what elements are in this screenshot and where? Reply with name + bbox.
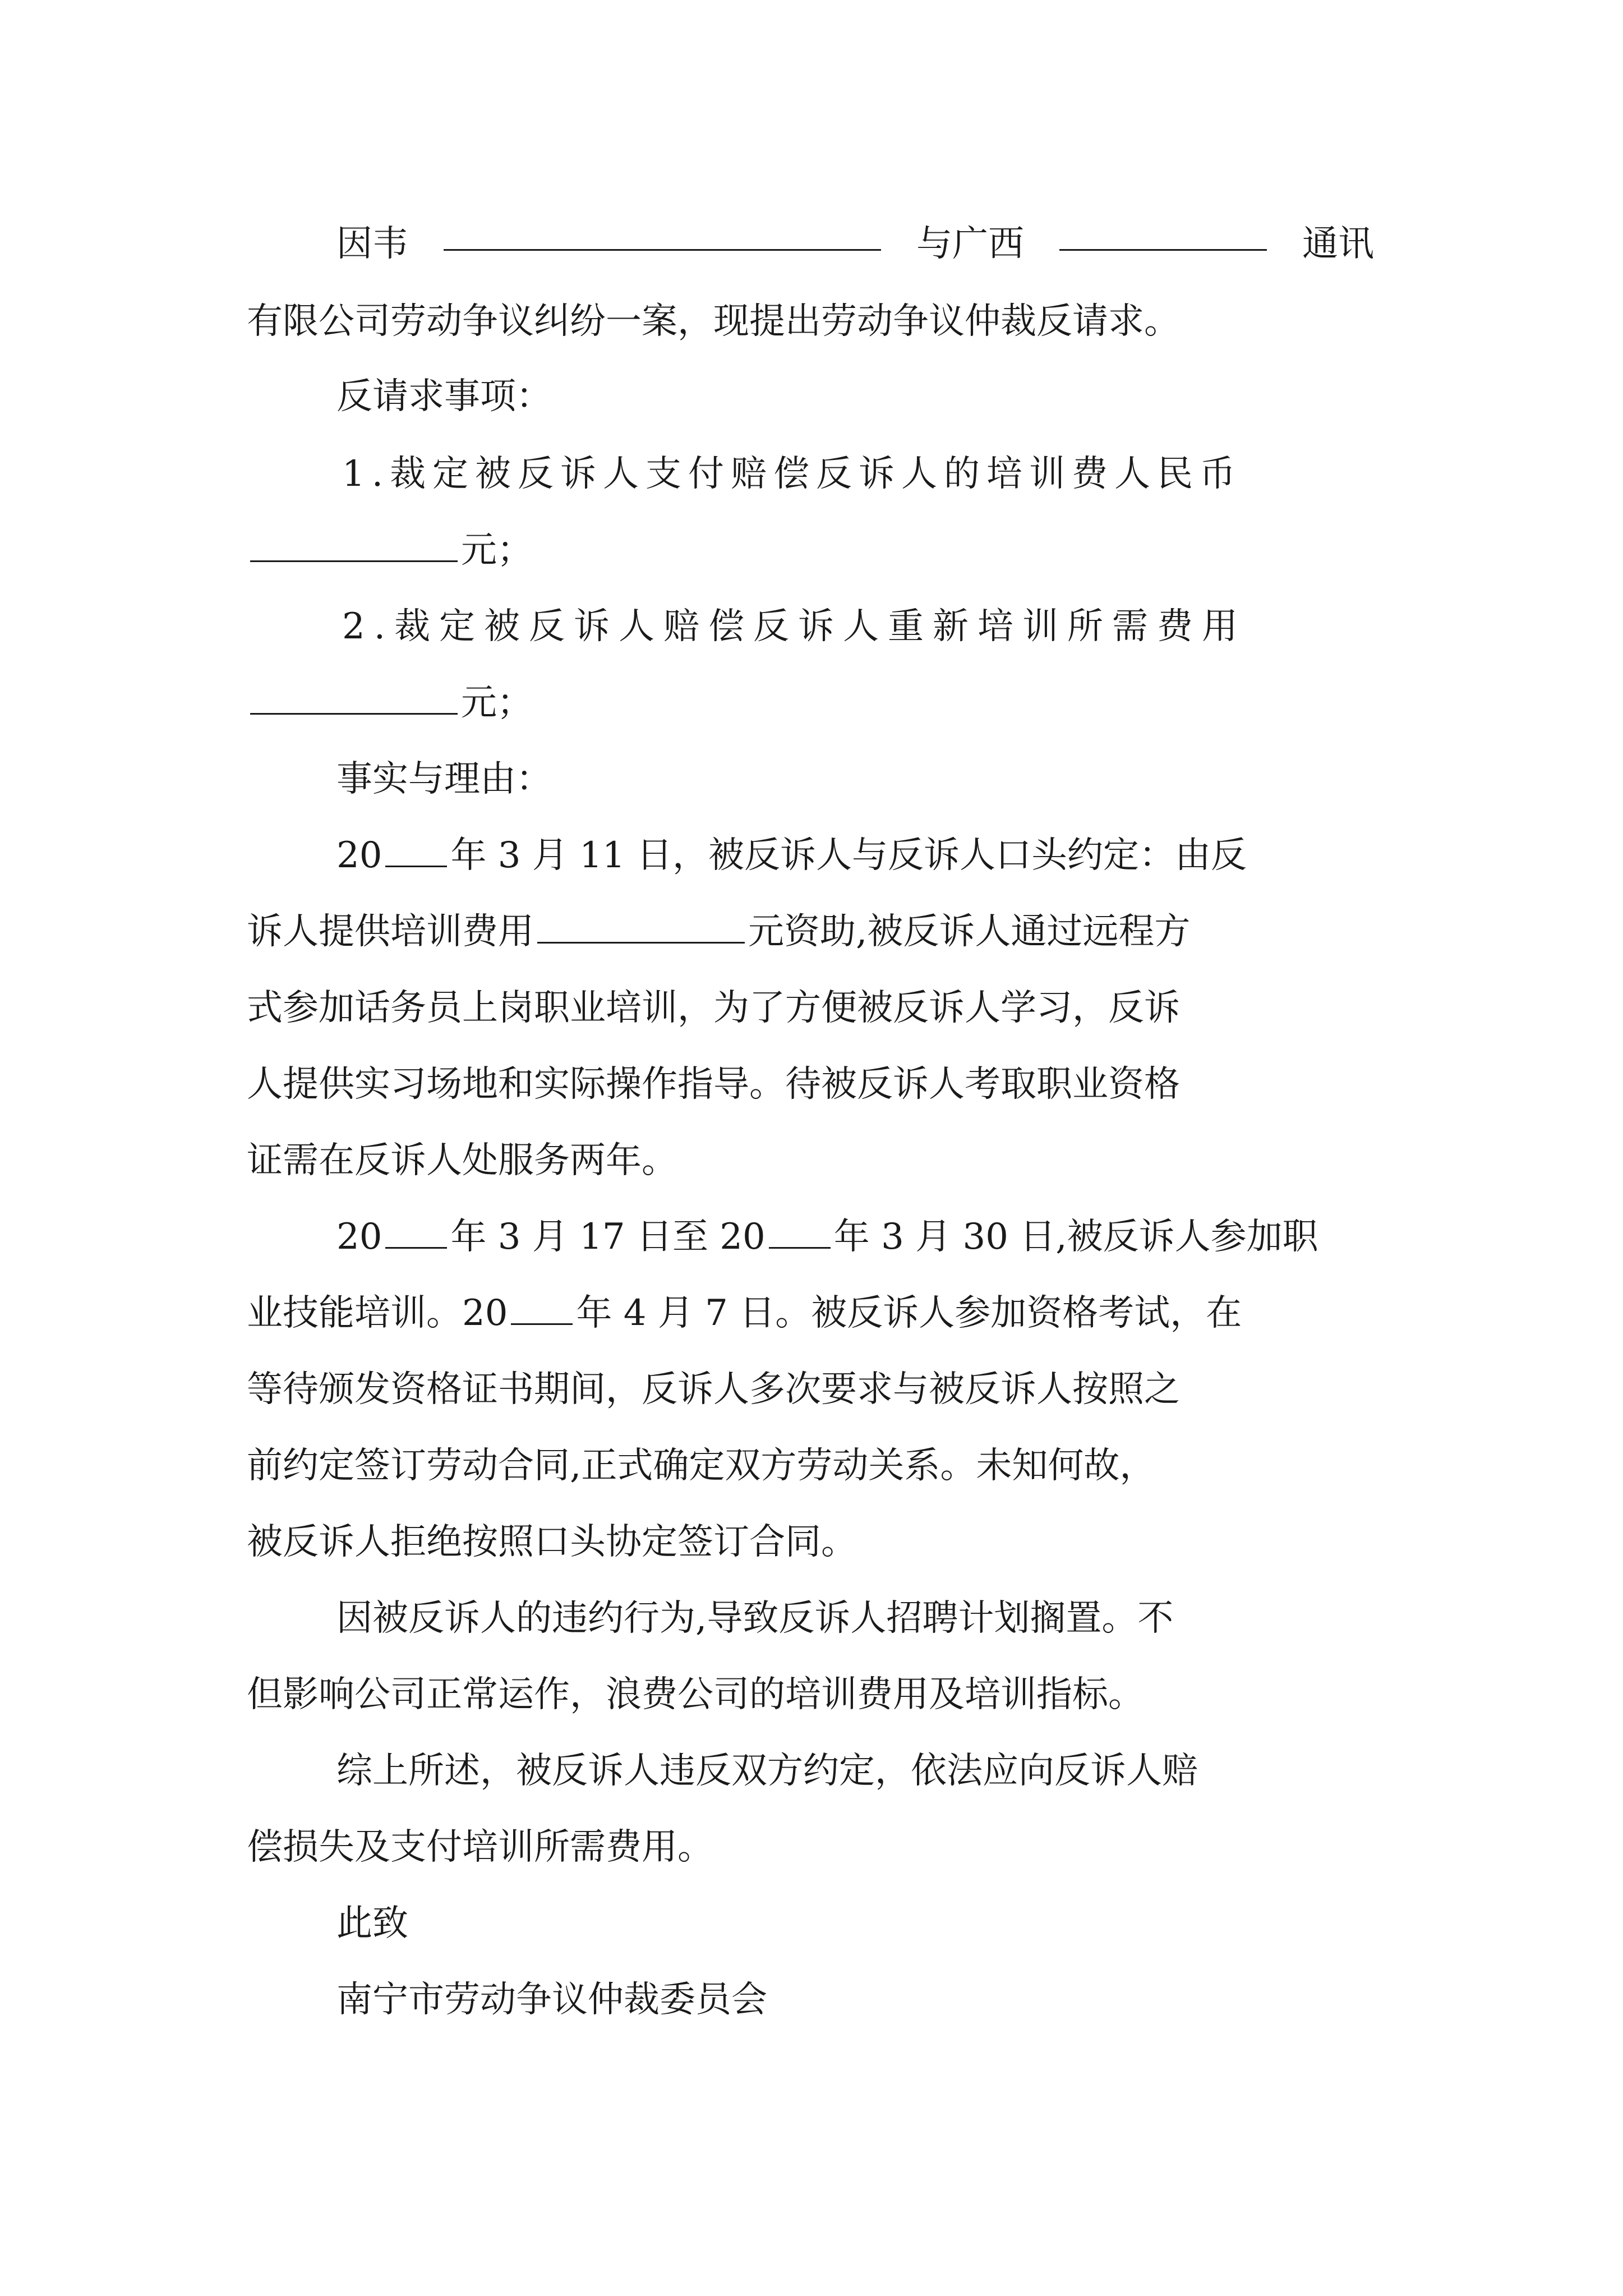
claim-1-line-2: [247, 519, 1374, 581]
intro-line-1: [336, 213, 1374, 275]
fact-1-line-4: 人提供实习场地和实际操作指导。待被反诉人考取职业资格: [247, 1064, 1180, 1105]
claim-1-tail: 元；: [461, 530, 533, 571]
fact-3-line-1: 因被反诉人的违约行为,导致反诉人招聘计划搁置。不: [336, 1598, 1174, 1639]
fact-2-text-b: 年 3 月 17 日至 20: [450, 1216, 766, 1258]
fact-2-line-4: 前约定签订劳动合同,正式确定双方劳动关系。未知何故，: [247, 1445, 1156, 1487]
claim-1-line-1: 1.裁定被反诉人支付赔偿反诉人的培训费人民币: [342, 453, 1243, 495]
year-blank: [385, 830, 447, 867]
training-fee-blank: [250, 524, 458, 562]
claim-2-line-2: [247, 672, 1374, 734]
year-blank: [769, 1211, 831, 1249]
fact-2-text-c: 年 3 月 30 日,被反诉人参加职: [833, 1216, 1318, 1258]
fact-1-line-5: 证需在反诉人处服务两年。: [247, 1140, 677, 1181]
facts-heading: 事实与理由：: [336, 758, 552, 800]
closing-salutation: 此致: [336, 1903, 408, 1944]
fact-2-line-1: [336, 1206, 1374, 1268]
fact-1-line-3: 式参加话务员上岗职业培训，为了方便被反诉人学习，反诉: [247, 987, 1180, 1029]
recipient: 南宁市劳动争议仲裁委员会: [336, 1979, 767, 2021]
fee-amount-blank: [537, 906, 745, 944]
fact-3-line-2: 但影响公司正常运作，浪费公司的培训费用及培训指标。: [247, 1674, 1144, 1715]
fact-1-l2-b: 元资助,被反诉人通过远程方: [748, 911, 1191, 953]
claim-2-line-1: 2.裁定被反诉人赔偿反诉人重新培训所需费用: [342, 606, 1247, 647]
intro-line-2: 有限公司劳动争议纠纷一案，现提出劳动争议仲裁反请求。: [247, 301, 1180, 342]
fact-1-line-2: [247, 901, 1374, 963]
intro-text-a: 因韦: [336, 223, 408, 265]
year-blank: [511, 1287, 573, 1325]
company-name-blank: [1059, 213, 1267, 251]
fact-4-line-2: 偿损失及支付培训所需费用。: [247, 1826, 713, 1868]
intro-text-b: 与广西: [916, 223, 1024, 265]
claims-heading: 反请求事项：: [336, 376, 552, 417]
fact-2-l2-a: 业技能培训。20: [247, 1292, 508, 1334]
fact-2-line-5: 被反诉人拒绝按照口头协定签订合同。: [247, 1521, 857, 1563]
claim-2-tail: 元；: [461, 682, 533, 724]
fact-2-l2-b: 年 4 月 7 日。被反诉人参加资格考试，在: [576, 1292, 1242, 1334]
year-blank: [385, 1211, 447, 1249]
fact-2-line-2: [247, 1282, 1374, 1344]
party-name-blank: [444, 213, 881, 251]
fact-1-line-1: [336, 825, 1374, 886]
fact-1-l2-a: 诉人提供培训费用: [247, 911, 534, 953]
retraining-fee-blank: [250, 677, 458, 715]
year-prefix: 20: [336, 835, 382, 876]
fact-2-line-3: 等待颁发资格证书期间，反诉人多次要求与被反诉人按照之: [247, 1369, 1180, 1410]
year-prefix: 20: [336, 1216, 382, 1258]
fact-1-text: 年 3 月 11 日，被反诉人与反诉人口头约定：由反: [450, 835, 1247, 876]
fact-4-line-1: 综上所述，被反诉人违反双方约定，依法应向反诉人赔: [336, 1750, 1198, 1792]
intro-text-c: 通讯: [1302, 223, 1374, 265]
